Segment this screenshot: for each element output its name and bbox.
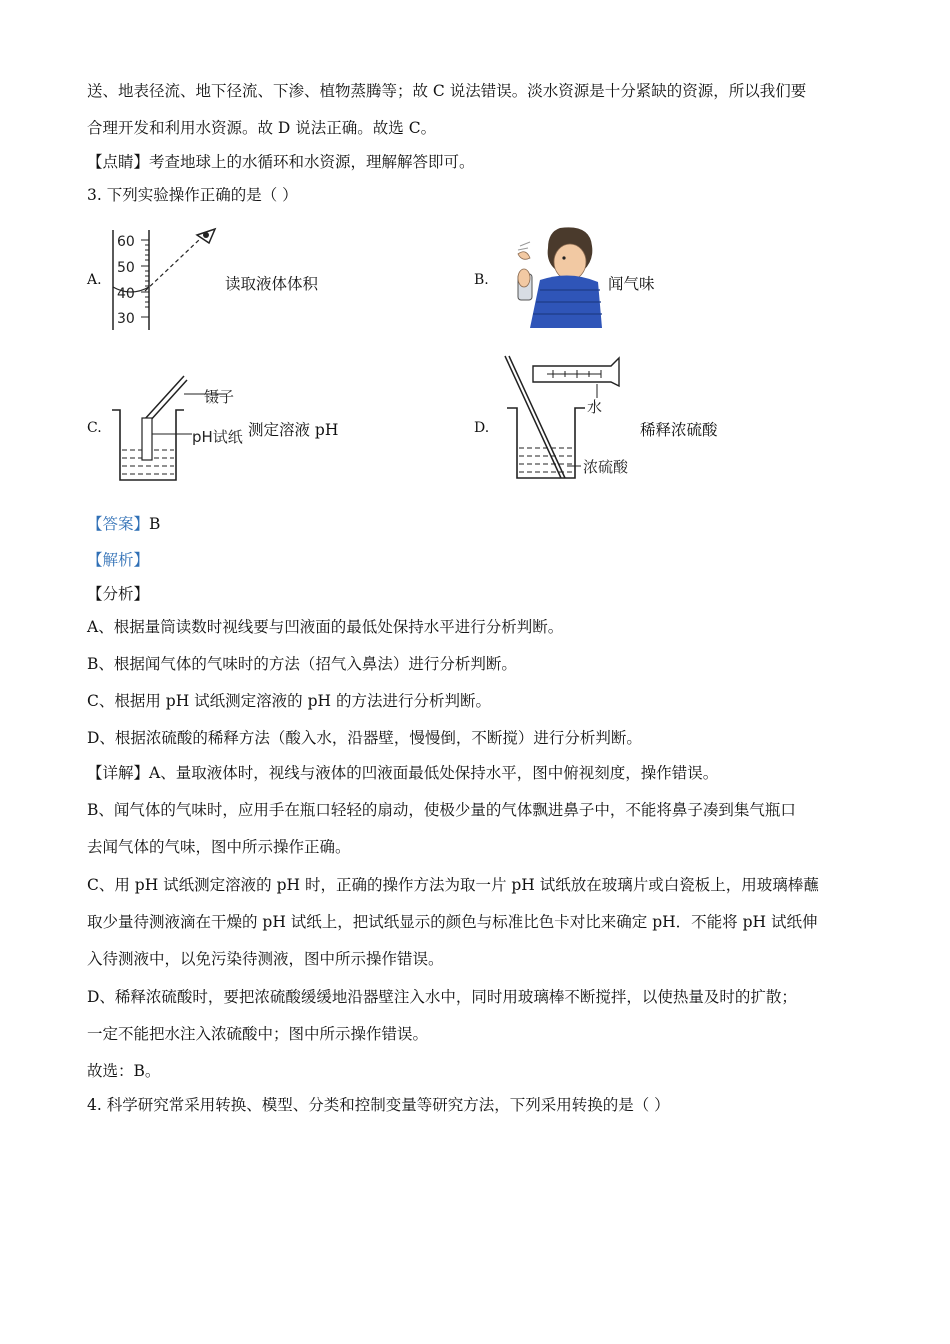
label-water: 水: [587, 398, 603, 416]
option-a-letter: A.: [87, 272, 102, 288]
analysis-line: A、根据量筒读数时视线要与凹液面的最低处保持水平进行分析判断。: [87, 618, 564, 636]
option-c-caption: 测定溶液 pH: [248, 421, 339, 439]
option-b-caption: 闻气味: [608, 275, 655, 293]
text-line: 送、地表径流、地下径流、下渗、植物蒸腾等；故 C 说法错误。淡水资源是十分紧缺的资源，所以我们要: [87, 82, 807, 100]
dilute-acid-figure: [503, 352, 643, 482]
scale-label-30: 30: [117, 311, 135, 327]
analysis-line: B、根据闻气体的气味时的方法（招气入鼻法）进行分析判断。: [87, 655, 517, 673]
option-b-letter: B.: [474, 272, 489, 288]
scale-label-50: 50: [117, 260, 135, 276]
detail-line: 一定不能把水注入浓硫酸中；图中所示操作错误。: [87, 1025, 429, 1043]
ph-test-figure: [108, 372, 253, 484]
answer-value: B: [149, 515, 161, 533]
scale-label-60: 60: [117, 234, 135, 250]
question-4-stem: 4. 科学研究常采用转换、模型、分类和控制变量等研究方法，下列采用转换的是（ ）: [87, 1096, 670, 1114]
analysis-label: 【解析】: [87, 551, 150, 569]
option-c-letter: C.: [87, 420, 102, 436]
comment-line: 【点睛】考查地球上的水循环和水资源，理解解答即可。: [87, 153, 475, 171]
conclusion-line: 故选：B。: [87, 1062, 161, 1080]
label-ph-paper: pH试纸: [192, 428, 243, 446]
detail-line: 入待测液中，以免污染待测液，图中所示操作错误。: [87, 950, 444, 968]
detail-line: C、用 pH 试纸测定溶液的 pH 时，正确的操作方法为取一片 pH 试纸放在玻璃片或白瓷板上，用玻璃棒蘸: [87, 876, 819, 894]
question-3-stem: 3. 下列实验操作正确的是（ ）: [87, 186, 298, 204]
option-d-caption: 稀释浓硫酸: [640, 421, 718, 439]
detail-line: D、稀释浓硫酸时，要把浓硫酸缓缓地沿器壁注入水中，同时用玻璃棒不断搅拌，以使热量及时的扩散；: [87, 988, 797, 1006]
detail-line: 取少量待测液滴在干燥的 pH 试纸上，把试纸显示的颜色与标准比色卡对比来确定 pH．不能将 pH 试纸伸: [87, 913, 818, 931]
fenxi-label: 【分析】: [87, 585, 150, 603]
detail-line: 【详解】A、量取液体时，视线与液体的凹液面最低处保持水平，图中俯视刻度，操作错误。: [87, 764, 719, 782]
scale-label-40: 40: [117, 286, 135, 302]
analysis-line: D、根据浓硫酸的稀释方法（酸入水，沿器壁，慢慢倒，不断搅）进行分析判断。: [87, 729, 642, 747]
text-line: 合理开发和利用水资源。故 D 说法正确。故选 C。: [87, 119, 437, 137]
analysis-line: C、根据用 pH 试纸测定溶液的 pH 的方法进行分析判断。: [87, 692, 491, 710]
label-concentrated-acid: 浓硫酸: [583, 458, 629, 476]
detail-line: B、闻气体的气味时，应用手在瓶口轻轻的扇动，使极少量的气体飘进鼻子中，不能将鼻子凑到集气瓶口: [87, 801, 796, 819]
option-a-caption: 读取液体体积: [225, 275, 319, 293]
eye-icon: [197, 229, 215, 243]
answer-label: 【答案】: [87, 515, 150, 533]
smelling-gas-figure: [500, 218, 604, 330]
answer-line: [87, 513, 160, 535]
option-d-letter: D.: [474, 420, 490, 436]
cylinder-reading-figure: [105, 225, 225, 335]
label-tweezers: 镊子: [204, 388, 235, 406]
detail-line: 去闻气体的气味，图中所示操作正确。: [87, 838, 351, 856]
